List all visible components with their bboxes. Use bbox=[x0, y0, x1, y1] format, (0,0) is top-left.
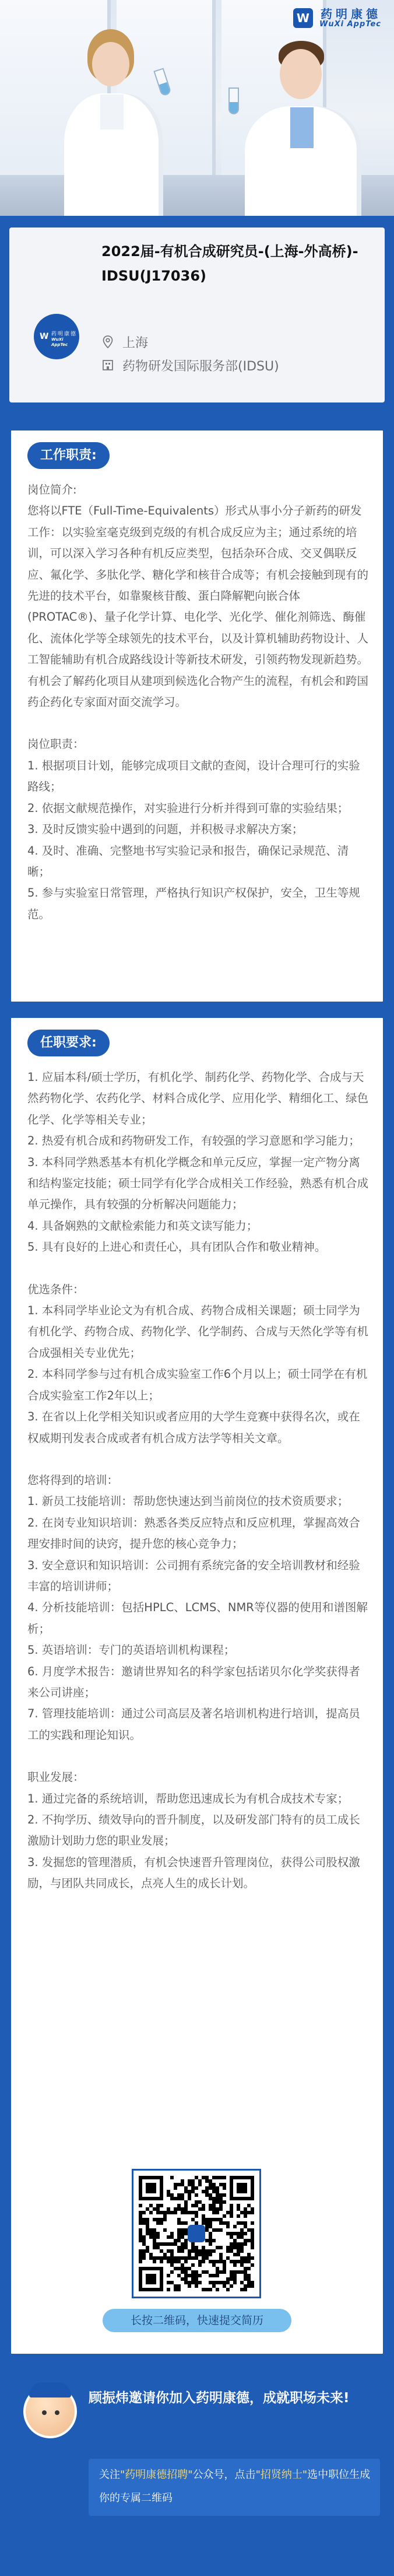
company-logo-cn: 药明康德 bbox=[51, 331, 78, 337]
training-item: 3. 安全意识和知识培训：公司拥有系统完备的安全培训教材和经验丰富的培训讲师； bbox=[27, 1558, 360, 1593]
responsibility-item: 5. 参与实验室日常管理，严格执行知识产权保护，安全，卫生等规范。 bbox=[27, 886, 360, 921]
company-logo bbox=[34, 314, 79, 359]
banner-mid: 公众号，点击 bbox=[192, 2469, 256, 2481]
preferred-item: 3. 在省以上化学相关知识或者应用的大学生竞赛中获得名次，或在权威期刊发表合成或者有机合成方法学等相关文章。 bbox=[27, 1410, 360, 1445]
training-item: 7. 管理技能培训：通过公司高层及著名培训机构进行培训，提高员工的实践和理论知识。 bbox=[27, 1707, 360, 1742]
qr-caption: 长按二维码，快速提交简历 bbox=[103, 2309, 291, 2332]
responsibility-item: 1. 根据项目计划，能够完成项目文献的查阅，设计合理可行的实验路线； bbox=[27, 758, 360, 794]
duties-tag: 工作职责: bbox=[27, 442, 110, 469]
requirements-card bbox=[9, 1016, 385, 2356]
career-heading: 职业发展： bbox=[27, 1770, 85, 1784]
training-item: 4. 分析技能培训：包括HPLC、LCMS、NMR等仪器的使用和谱图解析； bbox=[27, 1601, 368, 1636]
career-item: 2. 不拘学历、绩效导向的晋升制度，以及研发部门特有的员工成长激励计划助力您的职业发展； bbox=[27, 1813, 360, 1848]
duties-body bbox=[27, 480, 370, 925]
qr-code[interactable] bbox=[132, 2169, 261, 2298]
responsibility-item: 3. 及时反馈实验中遇到的问题，并积极寻求解决方案； bbox=[27, 822, 304, 836]
job-location-text: 上海 bbox=[122, 335, 149, 351]
career-item: 1. 通过完备的系统培训，帮助您迅速成长为有机合成技术专家； bbox=[27, 1791, 349, 1805]
requirement-item: 4. 具备娴熟的文献检索能力和英文读写能力； bbox=[27, 1219, 258, 1233]
requirements-tag: 任职要求: bbox=[27, 1030, 110, 1056]
brand-mark-icon: W bbox=[293, 8, 313, 28]
responsibilities-heading: 岗位职责： bbox=[27, 737, 85, 751]
intro-text: 您将以FTE（Full-Time-Equivalents）形式从事小分子新药的研发工作：以实验室毫克级到克级的有机合成反应为主；通过系统的培训，可以深入学习各种有机反应类型，包括杂环合成、交叉偶联反应、氟化学、多肽化学、糖化学和核苷合成等；有机会接触到现有的先进的技术平台，如靠聚核苷酸、蛋白降解靶向嵌合体(PROTAC®)、量子化学计算、电化学、光化学、催化剂筛选、酶催化、流体化学等全球领先的技术平台，以及计算机辅助药物设计、人工智能辅助有机合成路线设计等新技术研发，引领药物发现新趋势。有机会了解药化项目从建项到候选化合物产生的流程，有机会和跨国药企药化专家面对面交流学习。 bbox=[27, 504, 369, 709]
requirement-item: 2. 热爱有机合成和药物研发工作，有较强的学习意愿和学习能力； bbox=[27, 1134, 360, 1148]
responsibility-item: 2. 依据文献规范操作，对实验进行分析并得到可靠的实验结果； bbox=[27, 801, 349, 815]
requirements-body bbox=[27, 1067, 370, 1895]
scientist-male-illustration bbox=[233, 41, 367, 216]
brand-name-en: WuXi AppTec bbox=[319, 20, 381, 29]
job-title: 2022届-有机合成研究员-(上海-外高桥)-IDSU(J17036) bbox=[101, 243, 358, 284]
brand-logo bbox=[293, 8, 381, 29]
banner-account-name: "药明康德招聘" bbox=[120, 2469, 193, 2481]
intro-heading: 岗位简介: bbox=[27, 483, 77, 496]
company-logo-en: WuXi AppTec bbox=[51, 337, 68, 347]
scientist-female-illustration bbox=[58, 29, 175, 216]
footer-slogan: 顾振炜邀请你加入药明康德，成就职场未来! bbox=[89, 2390, 350, 2406]
qr-code-pattern bbox=[139, 2176, 254, 2291]
mascot-avatar bbox=[23, 2385, 77, 2438]
preferred-heading: 优选条件： bbox=[27, 1282, 85, 1296]
job-department bbox=[101, 355, 279, 376]
training-item: 6. 月度学术报告：邀请世界知名的科学家包括诺贝尔化学奖获得者来公司讲座； bbox=[27, 1664, 360, 1699]
training-item: 1. 新员工技能培训：帮助您快速达到当前岗位的技术资质要求； bbox=[27, 1494, 349, 1508]
job-header-card bbox=[9, 228, 385, 402]
requirement-item: 5. 具有良好的上进心和责任心，具有团队合作和敬业精神。 bbox=[27, 1240, 326, 1254]
company-logo-mark: W bbox=[40, 332, 49, 341]
career-item: 3. 发掘您的管理潜质，有机会快速晋升管理岗位，获得公司股权激励，与团队共同成长，点亮人生的成长计划。 bbox=[27, 1855, 360, 1891]
banner-menu-name: "招贤纳士" bbox=[255, 2469, 308, 2481]
flask-icon bbox=[228, 88, 239, 114]
building-icon bbox=[101, 359, 114, 372]
job-location bbox=[101, 331, 148, 352]
training-item: 2. 在岗专业知识培训：熟悉各类反应特点和反应机理，掌握高效合理安排时间的诀窍，提升您的核心竞争力； bbox=[27, 1516, 360, 1551]
brand-name-cn: 药明康德 bbox=[321, 7, 381, 21]
job-department-text: 药物研发国际服务部(IDSU) bbox=[122, 359, 279, 374]
banner-post: 选中职位生成你的专属二维码 bbox=[99, 2469, 371, 2504]
training-heading: 您将得到的培训： bbox=[27, 1473, 119, 1487]
footer-banner bbox=[89, 2459, 380, 2516]
training-item: 5. 英语培训：专门的英语培训机构课程； bbox=[27, 1643, 235, 1657]
hero-banner bbox=[0, 0, 394, 216]
banner-pre: 关注 bbox=[99, 2469, 120, 2481]
duties-card bbox=[9, 429, 385, 1003]
location-pin-icon bbox=[101, 335, 114, 348]
requirement-item: 1. 应届本科/硕士学历，有机化学、制药化学、药物化学、合成与天然药物化学、农药化学、材料合成化学、应用化学、精细化工、绿色化学、化学等相关专业； bbox=[27, 1070, 369, 1126]
preferred-item: 1. 本科同学毕业论文为有机合成、药物合成相关课题；硕士同学为有机化学、药物合成、药物化学、化学制药、合成与天然化学等有机合成强相关专业优先； bbox=[27, 1304, 369, 1360]
preferred-item: 2. 本科同学参与过有机合成实验室工作6个月以上；硕士同学在有机合成实验室工作2年以上； bbox=[27, 1367, 368, 1402]
responsibility-item: 4. 及时、准确、完整地书写实验记录和报告，确保记录规范、清晰； bbox=[27, 844, 349, 878]
requirement-item: 3. 本科同学熟悉基本有机化学概念和单元反应，掌握一定产物分离和结构鉴定技能；硕士同学有化学合成相关工作经验，熟悉有机合成单元操作，具有较强的分析解决问题能力； bbox=[27, 1155, 369, 1212]
footer-banner-text bbox=[99, 2463, 371, 2510]
